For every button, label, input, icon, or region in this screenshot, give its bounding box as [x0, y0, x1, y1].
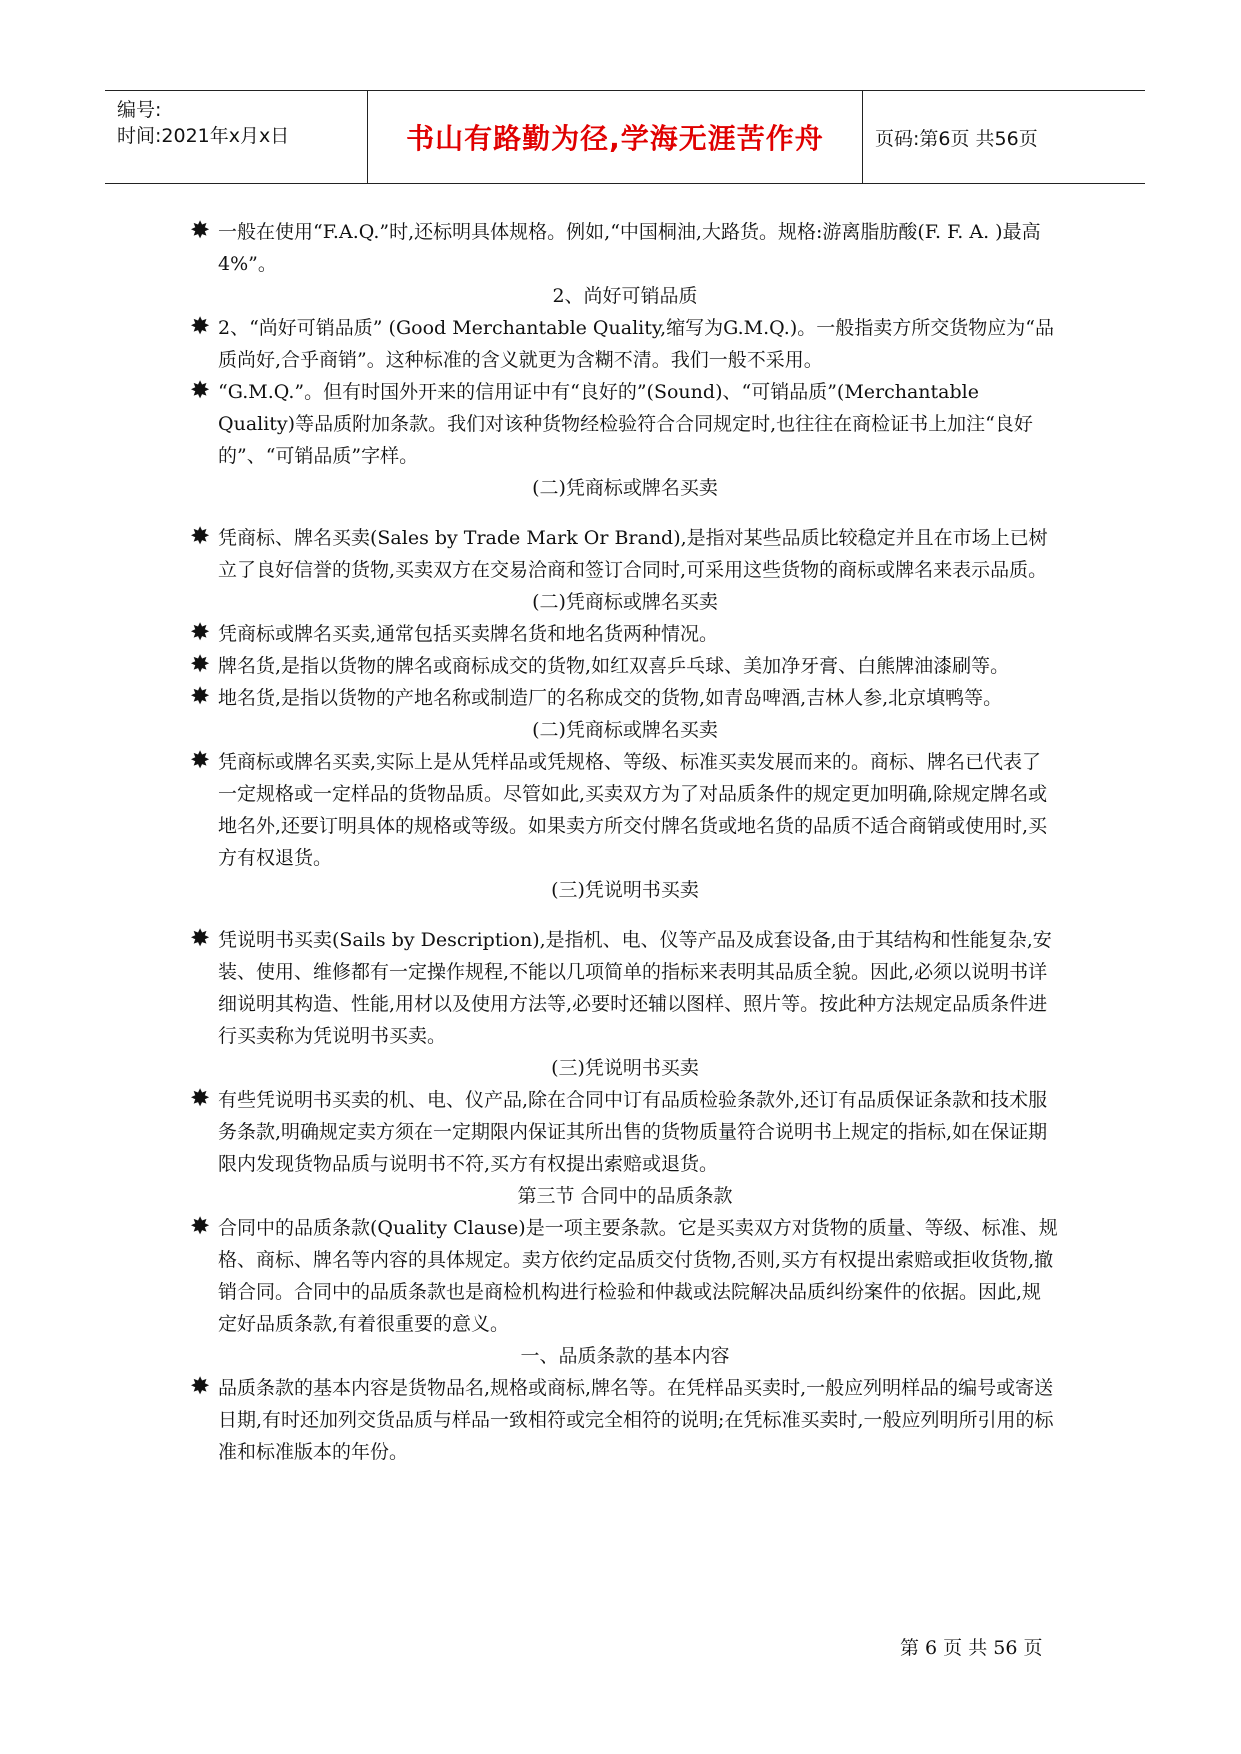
page-footer: 第 6 页 共 56 页 — [900, 1637, 1043, 1659]
section-heading: 第三节 合同中的品质条款 — [517, 1185, 733, 1207]
paragraph-text: 凭商标或牌名买卖,实际上是从凭样品或凭规格、等级、标准买卖发展而来的。商标、牌名已代表了一定规格或一定样品的货物品质。尽管如此,买卖双方为了对品质条件的规定更加明确,除规定牌名或地名外,还要订明具体的规格或等级。如果卖方所交付牌名货或地名货的品质不适合商销或使用时,买方有权退货。 — [218, 751, 1048, 869]
paragraph-text: 有些凭说明书买卖的机、电、仪产品,除在合同中订有品质检验条款外,还订有品质保证条款和技术服务条款,明确规定卖方须在一定期限内保证其所出售的货物质量符合说明书上规定的指标,如在保证期限内发现货物品质与说明书不符,买方有权提出索赔或退货。 — [218, 1089, 1048, 1175]
paragraph-text: “G.M.Q.”。但有时国外开来的信用证中有“良好的”(Sound)、“可销品质”(Merchantable Quality)等品质附加条款。我们对该种货物经检验符合合同规定时,也往往在商检证书上加注“良好的”、“可销品质”字样。 — [218, 381, 1033, 467]
star-bullet-icon: ✸ — [190, 682, 211, 710]
bullet-paragraph — [190, 1372, 1060, 1468]
bullet-paragraph — [190, 746, 1060, 874]
paragraph-text: 凭商标或牌名买卖,通常包括买卖牌名货和地名货两种情况。 — [218, 623, 719, 645]
section-heading: 2、尚好可销品质 — [552, 285, 698, 307]
star-bullet-icon: ✸ — [190, 312, 211, 340]
header-page-info: 页码:第6页 共56页 — [875, 127, 1038, 150]
section-heading: (二)凭商标或牌名买卖 — [532, 477, 718, 499]
paragraph-text: 凭商标、牌名买卖(Sales by Trade Mark Or Brand),是指对某些品质比较稳定并且在市场上已树立了良好信誉的货物,买卖双方在交易洽商和签订合同时,可采用这些货物的商标或牌名来表示品质。 — [218, 527, 1048, 581]
star-bullet-icon: ✸ — [190, 618, 211, 646]
section-heading: (三)凭说明书买卖 — [551, 879, 699, 901]
paragraph-text: 牌名货,是指以货物的牌名或商标成交的货物,如红双喜乒乓球、美加净牙膏、白熊牌油漆刷等。 — [218, 655, 1010, 677]
star-bullet-icon: ✸ — [190, 216, 211, 244]
document-header — [105, 90, 1145, 184]
section-heading: (三)凭说明书买卖 — [551, 1057, 699, 1079]
paragraph-text: 凭说明书买卖(Sails by Description),是指机、电、仪等产品及成套设备,由于其结构和性能复杂,安装、使用、维修都有一定操作规程,不能以几项简单的指标来表明其品质全貌。因此,必须以说明书详细说明其构造、性能,用材以及使用方法等,必要时还辅以图样、照片等。按此种方法规定品质条件进行买卖称为凭说明书买卖。 — [218, 929, 1052, 1047]
star-bullet-icon: ✸ — [190, 746, 211, 774]
paragraph-text: 一般在使用“F.A.Q.”时,还标明具体规格。例如,“中国桐油,大路货。规格:游离脂肪酸(F. F. A. )最高4%”。 — [218, 221, 1041, 275]
star-bullet-icon: ✸ — [190, 1084, 211, 1112]
paragraph-text: 2、“尚好可销品质” (Good Merchantable Quality,缩写为G.M.Q.)。一般指卖方所交货物应为“品质尚好,合乎商销”。这种标准的含义就更为含糊不清。我们一般不采用。 — [218, 317, 1054, 371]
document-body — [190, 216, 1060, 1468]
paragraph-text: 合同中的品质条款(Quality Clause)是一项主要条款。它是买卖双方对货物的质量、等级、标准、规格、商标、牌名等内容的具体规定。卖方依约定品质交付货物,否则,买方有权提出索赔或拒收货物,撤销合同。合同中的品质条款也是商检机构进行检验和仲裁或法院解决品质纠纷案件的依据。因此,规定好品质条款,有着很重要的意义。 — [218, 1217, 1058, 1335]
document-date: 时间:2021年x月x日 — [117, 125, 290, 147]
bullet-paragraph — [190, 1212, 1060, 1340]
bullet-paragraph — [190, 376, 1060, 472]
bullet-paragraph — [190, 618, 1060, 650]
header-motto: 书山有路勤为径,学海无涯苦作舟 — [406, 122, 824, 155]
star-bullet-icon: ✸ — [190, 522, 211, 550]
paragraph-text: 品质条款的基本内容是货物品名,规格或商标,牌名等。在凭样品买卖时,一般应列明样品的编号或寄送日期,有时还加列交货品质与样品一致相符或完全相符的说明;在凭标准买卖时,一般应列明所引用的标准和标准版本的年份。 — [218, 1377, 1054, 1463]
star-bullet-icon: ✸ — [190, 1372, 211, 1400]
bullet-paragraph — [190, 522, 1060, 586]
header-divider — [862, 91, 863, 183]
paragraph-text: 地名货,是指以货物的产地名称或制造厂的名称成交的货物,如青岛啤酒,吉林人参,北京填鸭等。 — [218, 687, 1003, 709]
document-number-label: 编号: — [117, 99, 162, 121]
spacer — [190, 504, 1060, 522]
bullet-paragraph — [190, 216, 1060, 280]
section-heading: 一、品质条款的基本内容 — [520, 1345, 730, 1367]
star-bullet-icon: ✸ — [190, 1212, 211, 1240]
bullet-paragraph — [190, 312, 1060, 376]
spacer — [190, 906, 1060, 924]
section-heading: (二)凭商标或牌名买卖 — [532, 719, 718, 741]
star-bullet-icon: ✸ — [190, 376, 211, 404]
star-bullet-icon: ✸ — [190, 650, 211, 678]
bullet-paragraph — [190, 682, 1060, 714]
header-meta — [117, 91, 367, 183]
header-divider — [367, 91, 368, 183]
bullet-paragraph — [190, 650, 1060, 682]
section-heading: (二)凭商标或牌名买卖 — [532, 591, 718, 613]
bullet-paragraph — [190, 1084, 1060, 1180]
star-bullet-icon: ✸ — [190, 924, 211, 952]
bullet-paragraph — [190, 924, 1060, 1052]
